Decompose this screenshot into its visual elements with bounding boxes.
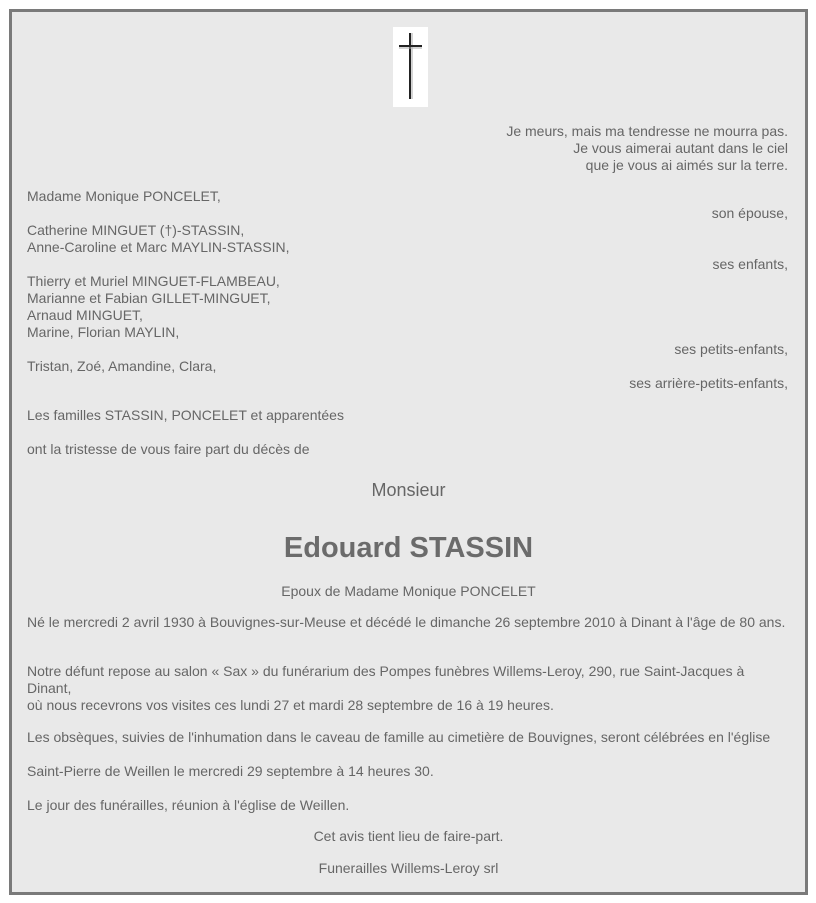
notice-line: Cet avis tient lieu de faire-part. <box>313 828 504 844</box>
announce-line: ont la tristesse de vous faire part du décès de <box>27 441 310 457</box>
great-grandchildren-label: ses arrière-petits-enfants, <box>629 375 788 391</box>
child-1: Catherine MINGUET (†)-STASSIN, <box>27 222 245 238</box>
grandchild-1: Thierry et Muriel MINGUET-FLAMBEAU, <box>27 273 280 289</box>
grandchild-4: Marine, Florian MAYLIN, <box>27 324 180 340</box>
reunion-line: Le jour des funérailles, réunion à l'église de Weillen. <box>27 797 350 813</box>
spouse-label: son épouse, <box>711 205 788 221</box>
poem-line-2: Je vous aimerai autant dans le ciel <box>573 140 788 156</box>
grandchild-3: Arnaud MINGUET, <box>27 307 143 323</box>
poem-line-1: Je meurs, mais ma tendresse ne mourra pas. <box>506 123 788 139</box>
deceased-title: Monsieur <box>371 480 446 500</box>
birth-death-paragraph: Né le mercredi 2 avril 1930 à Bouvignes-sur-Meuse et décédé le dimanche 26 septembre 2010 à Dinant à l'âge de 80 ans. <box>27 614 786 630</box>
spouse-of-line: Epoux de Madame Monique PONCELET <box>281 583 536 599</box>
deceased-name: Edouard STASSIN <box>283 532 534 564</box>
obituary-card <box>9 9 808 895</box>
repose-line-1: Notre défunt repose au salon « Sax » du funérarium des Pompes funèbres Willems-Leroy, 290, rue Saint-Jacques à Dinant, <box>27 663 745 696</box>
children-label: ses enfants, <box>712 256 788 272</box>
great-grandchildren: Tristan, Zoé, Amandine, Clara, <box>27 358 217 374</box>
funeral-line-1: Les obsèques, suivies de l'inhumation dans le caveau de famille au cimetière de Bouvignes, seront célébrées en l'église <box>27 729 771 745</box>
funeral-line-2: Saint-Pierre de Weillen le mercredi 29 septembre à 14 heures 30. <box>27 763 434 779</box>
spouse-name: Madame Monique PONCELET, <box>27 188 221 204</box>
repose-line-2: où nous recevrons vos visites ces lundi 27 et mardi 28 septembre de 16 à 19 heures. <box>27 697 554 713</box>
families-line: Les familles STASSIN, PONCELET et apparentées <box>27 407 344 423</box>
cross-icon <box>393 27 428 107</box>
child-2: Anne-Caroline et Marc MAYLIN-STASSIN, <box>27 239 290 255</box>
undertaker-line: Funerailles Willems-Leroy srl <box>318 860 499 876</box>
grandchild-2: Marianne et Fabian GILLET-MINGUET, <box>27 290 271 306</box>
poem-line-3: que je vous ai aimés sur la terre. <box>585 157 788 173</box>
grandchildren-label: ses petits-enfants, <box>674 341 788 357</box>
